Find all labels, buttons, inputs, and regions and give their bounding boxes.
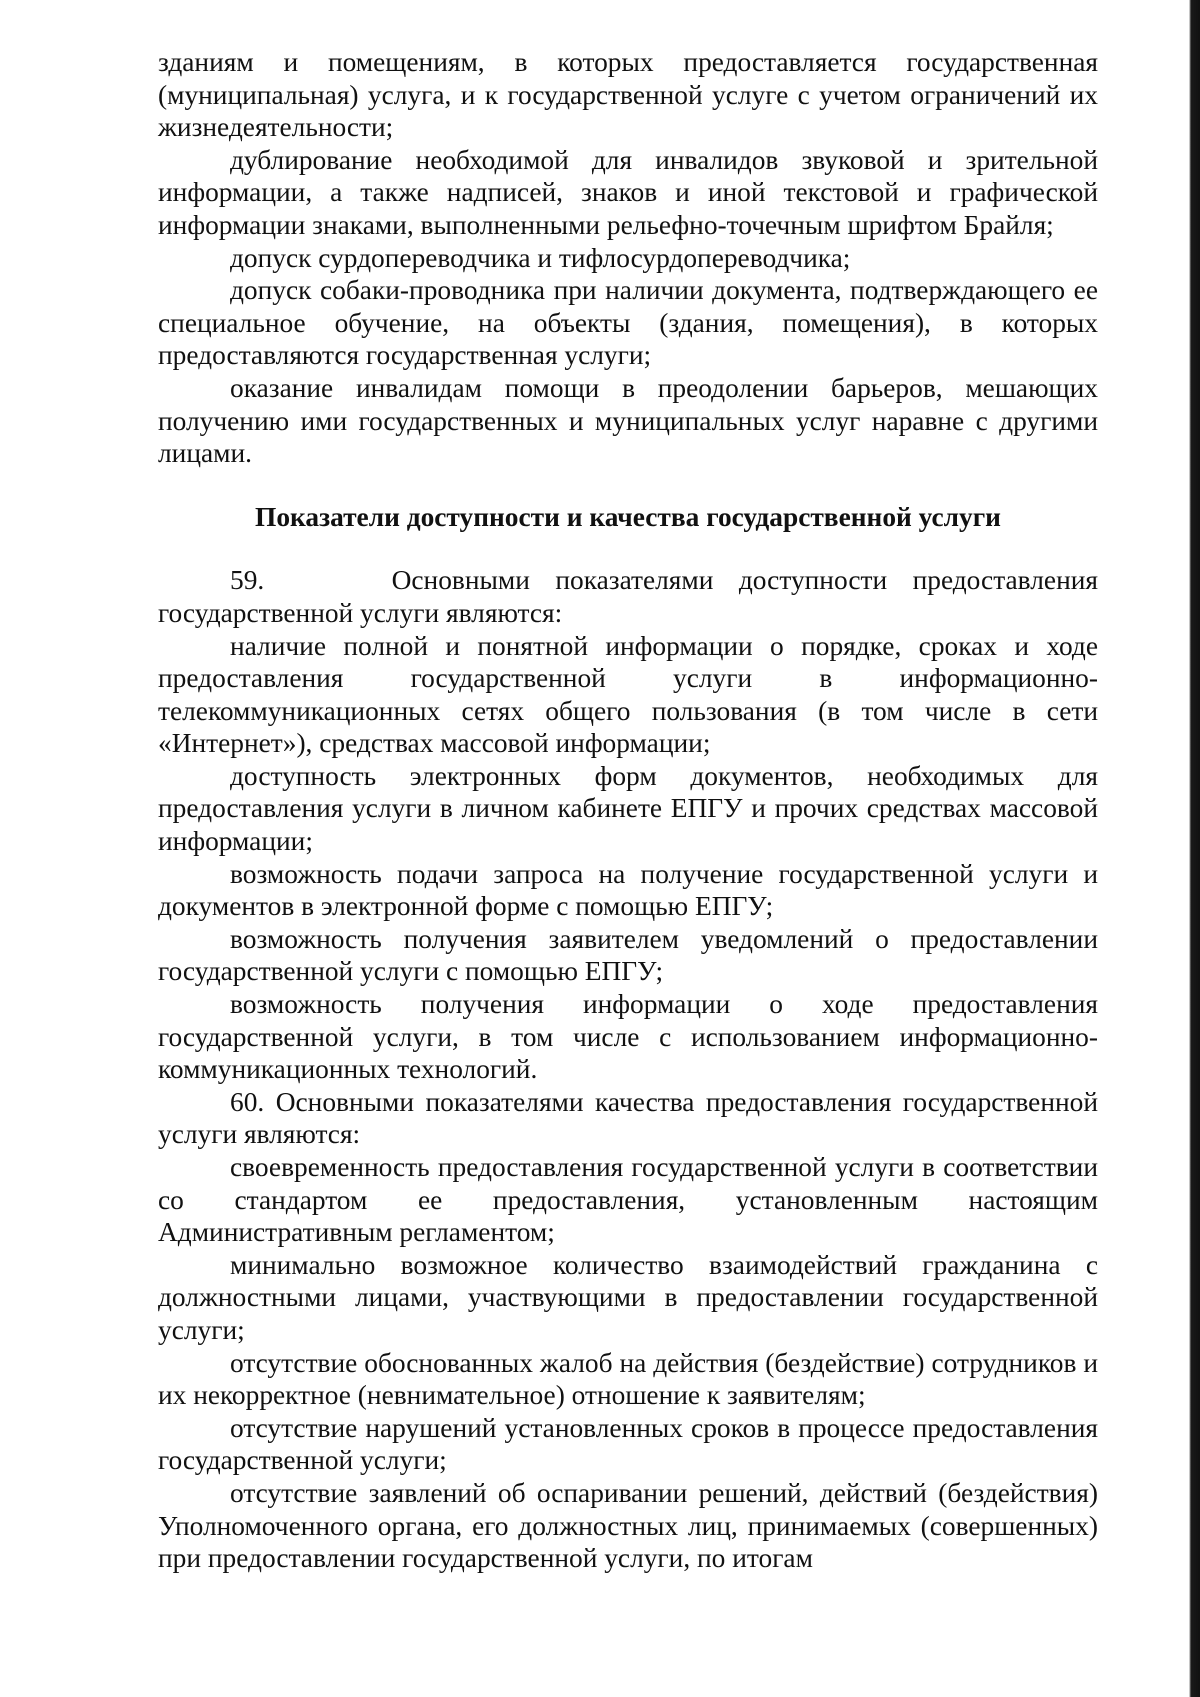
document-body xyxy=(158,46,1098,1575)
paragraph: наличие полной и понятной информации о порядке, сроках и ходе предоставления государственной услуги в информационно-телекоммуникационных сетях общего пользования (в том числе в сети «Интернет»), средствах массовой информации; xyxy=(158,630,1098,759)
paragraph: возможность получения информации о ходе предоставления государственной услуги, в том числе с использованием информационно-коммуникационных технологий. xyxy=(158,989,1098,1085)
paragraph: отсутствие обоснованных жалоб на действия (бездействие) сотрудников и их некорректное (невнимательное) отношение к заявителям; xyxy=(158,1347,1098,1411)
paragraph: зданиям и помещениям, в которых предоставляется государственная (муниципальная) услуга, и к государственной услуге с учетом ограничений их жизнедеятельности; xyxy=(158,47,1098,143)
paragraph: допуск собаки-проводника при наличии документа, подтверждающего ее специальное обучение, на объекты (здания, помещения), в которых предоставляются государственная услуги; xyxy=(158,275,1098,371)
paragraph: 59. Основными показателями доступности предоставления государственной услуги являются: xyxy=(158,565,1098,628)
paragraph: оказание инвалидам помощи в преодолении барьеров, мешающих получению ими государственных и муниципальных услуг наравне с другими лицами. xyxy=(158,372,1098,469)
paragraph: допуск сурдопереводчика и тифлосурдопереводчика; xyxy=(230,242,851,273)
paragraph: доступность электронных форм документов, необходимых для предоставления услуги в личном кабинете ЕПГУ и прочих средствах массовой информации; xyxy=(158,760,1098,857)
paragraph: 60. Основными показателями качества предоставления государственной услуги являются: xyxy=(158,1086,1098,1150)
paragraph: возможность подачи запроса на получение государственной услуги и документов в электронной форме с помощью ЕПГУ; xyxy=(158,858,1098,922)
paragraph: своевременность предоставления государственной услуги в соответствии со стандартом ее предоставления, установленным настоящим Административным регламентом; xyxy=(158,1152,1098,1248)
scan-edge-shadow xyxy=(1186,0,1200,1697)
paragraph: отсутствие заявлений об оспаривании решений, действий (бездействия) Уполномоченного органа, его должностных лиц, принимаемых (совершенных) при предоставлении государственной услуги, по итогам xyxy=(158,1477,1098,1574)
paragraph: дублирование необходимой для инвалидов звуковой и зрительной информации, а также надписей, знаков и иной текстовой и графической информации знаками, выполненными рельефно-точечным шрифтом Брайля; xyxy=(158,144,1098,240)
paragraph: минимально возможное количество взаимодействий гражданина с должностными лицами, участвующими в предоставлении государственной услуги; xyxy=(158,1249,1098,1345)
paragraph: возможность получения заявителем уведомлений о предоставлении государственной услуги с помощью ЕПГУ; xyxy=(158,923,1098,987)
paragraph: отсутствие нарушений установленных сроков в процессе предоставления государственной услуги; xyxy=(158,1412,1098,1476)
section-heading: Показатели доступности и качества государственной услуги xyxy=(255,501,1001,532)
